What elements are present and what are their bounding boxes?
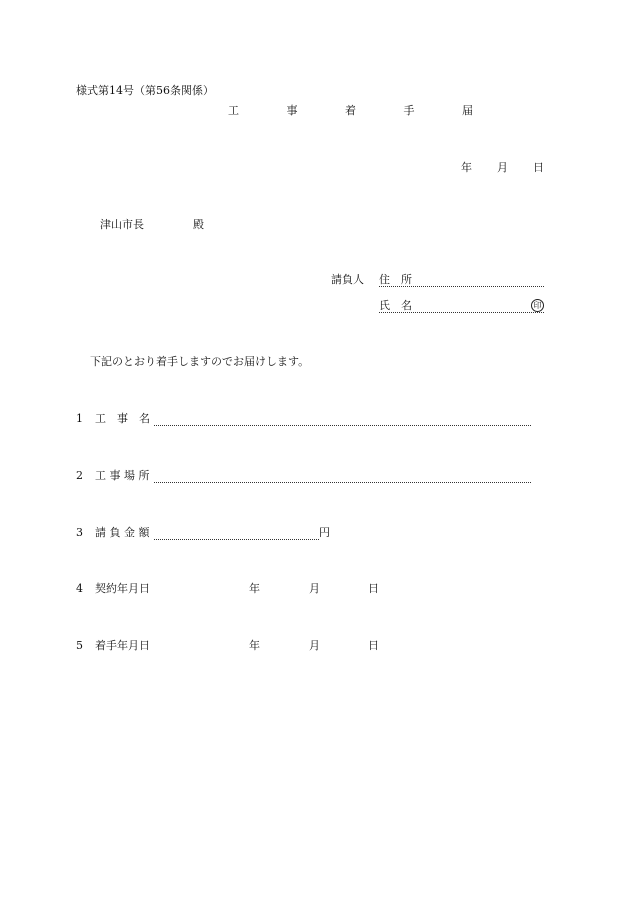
intro-text: 下記のとおり着手しますのでお届けします。 [90, 355, 310, 368]
item-5-number: 5 [76, 639, 83, 652]
item-4-label: 契約年月日 [95, 582, 150, 595]
item-1-label: 工 事 名 [95, 412, 150, 425]
contract-date-month: 月 [309, 582, 320, 595]
date-day-label: 日 [533, 161, 544, 174]
contract-date-year: 年 [249, 582, 260, 595]
item-3-label: 請 負 金 額 [95, 526, 150, 539]
item-3-number: 3 [76, 526, 83, 539]
address-label: 住 所 [379, 273, 412, 286]
start-date-year: 年 [249, 639, 260, 652]
yen-label: 円 [319, 526, 330, 539]
addressee-name: 津山市長 [100, 218, 144, 231]
date-month-label: 月 [497, 161, 508, 174]
name-label: 氏 名 [379, 299, 412, 312]
name-field[interactable] [379, 312, 544, 313]
item-4-number: 4 [76, 582, 83, 595]
construction-name-field[interactable] [154, 425, 531, 426]
contract-date-day: 日 [368, 582, 379, 595]
form-title: 工 事 着 手 届 [228, 104, 495, 117]
start-date-month: 月 [309, 639, 320, 652]
construction-site-field[interactable] [154, 482, 531, 483]
start-date-day: 日 [368, 639, 379, 652]
seal-mark: 印 [531, 299, 544, 312]
item-2-number: 2 [76, 469, 83, 482]
addressee-honorific: 殿 [193, 218, 204, 231]
form-number: 様式第14号（第56条関係） [76, 84, 214, 97]
contractor-label: 請負人 [331, 273, 364, 286]
address-field[interactable] [379, 286, 544, 287]
date-year-label: 年 [461, 161, 472, 174]
item-2-label: 工 事 場 所 [95, 469, 150, 482]
item-5-label: 着手年月日 [95, 639, 150, 652]
item-1-number: 1 [76, 412, 83, 425]
contract-amount-field[interactable] [154, 539, 319, 540]
